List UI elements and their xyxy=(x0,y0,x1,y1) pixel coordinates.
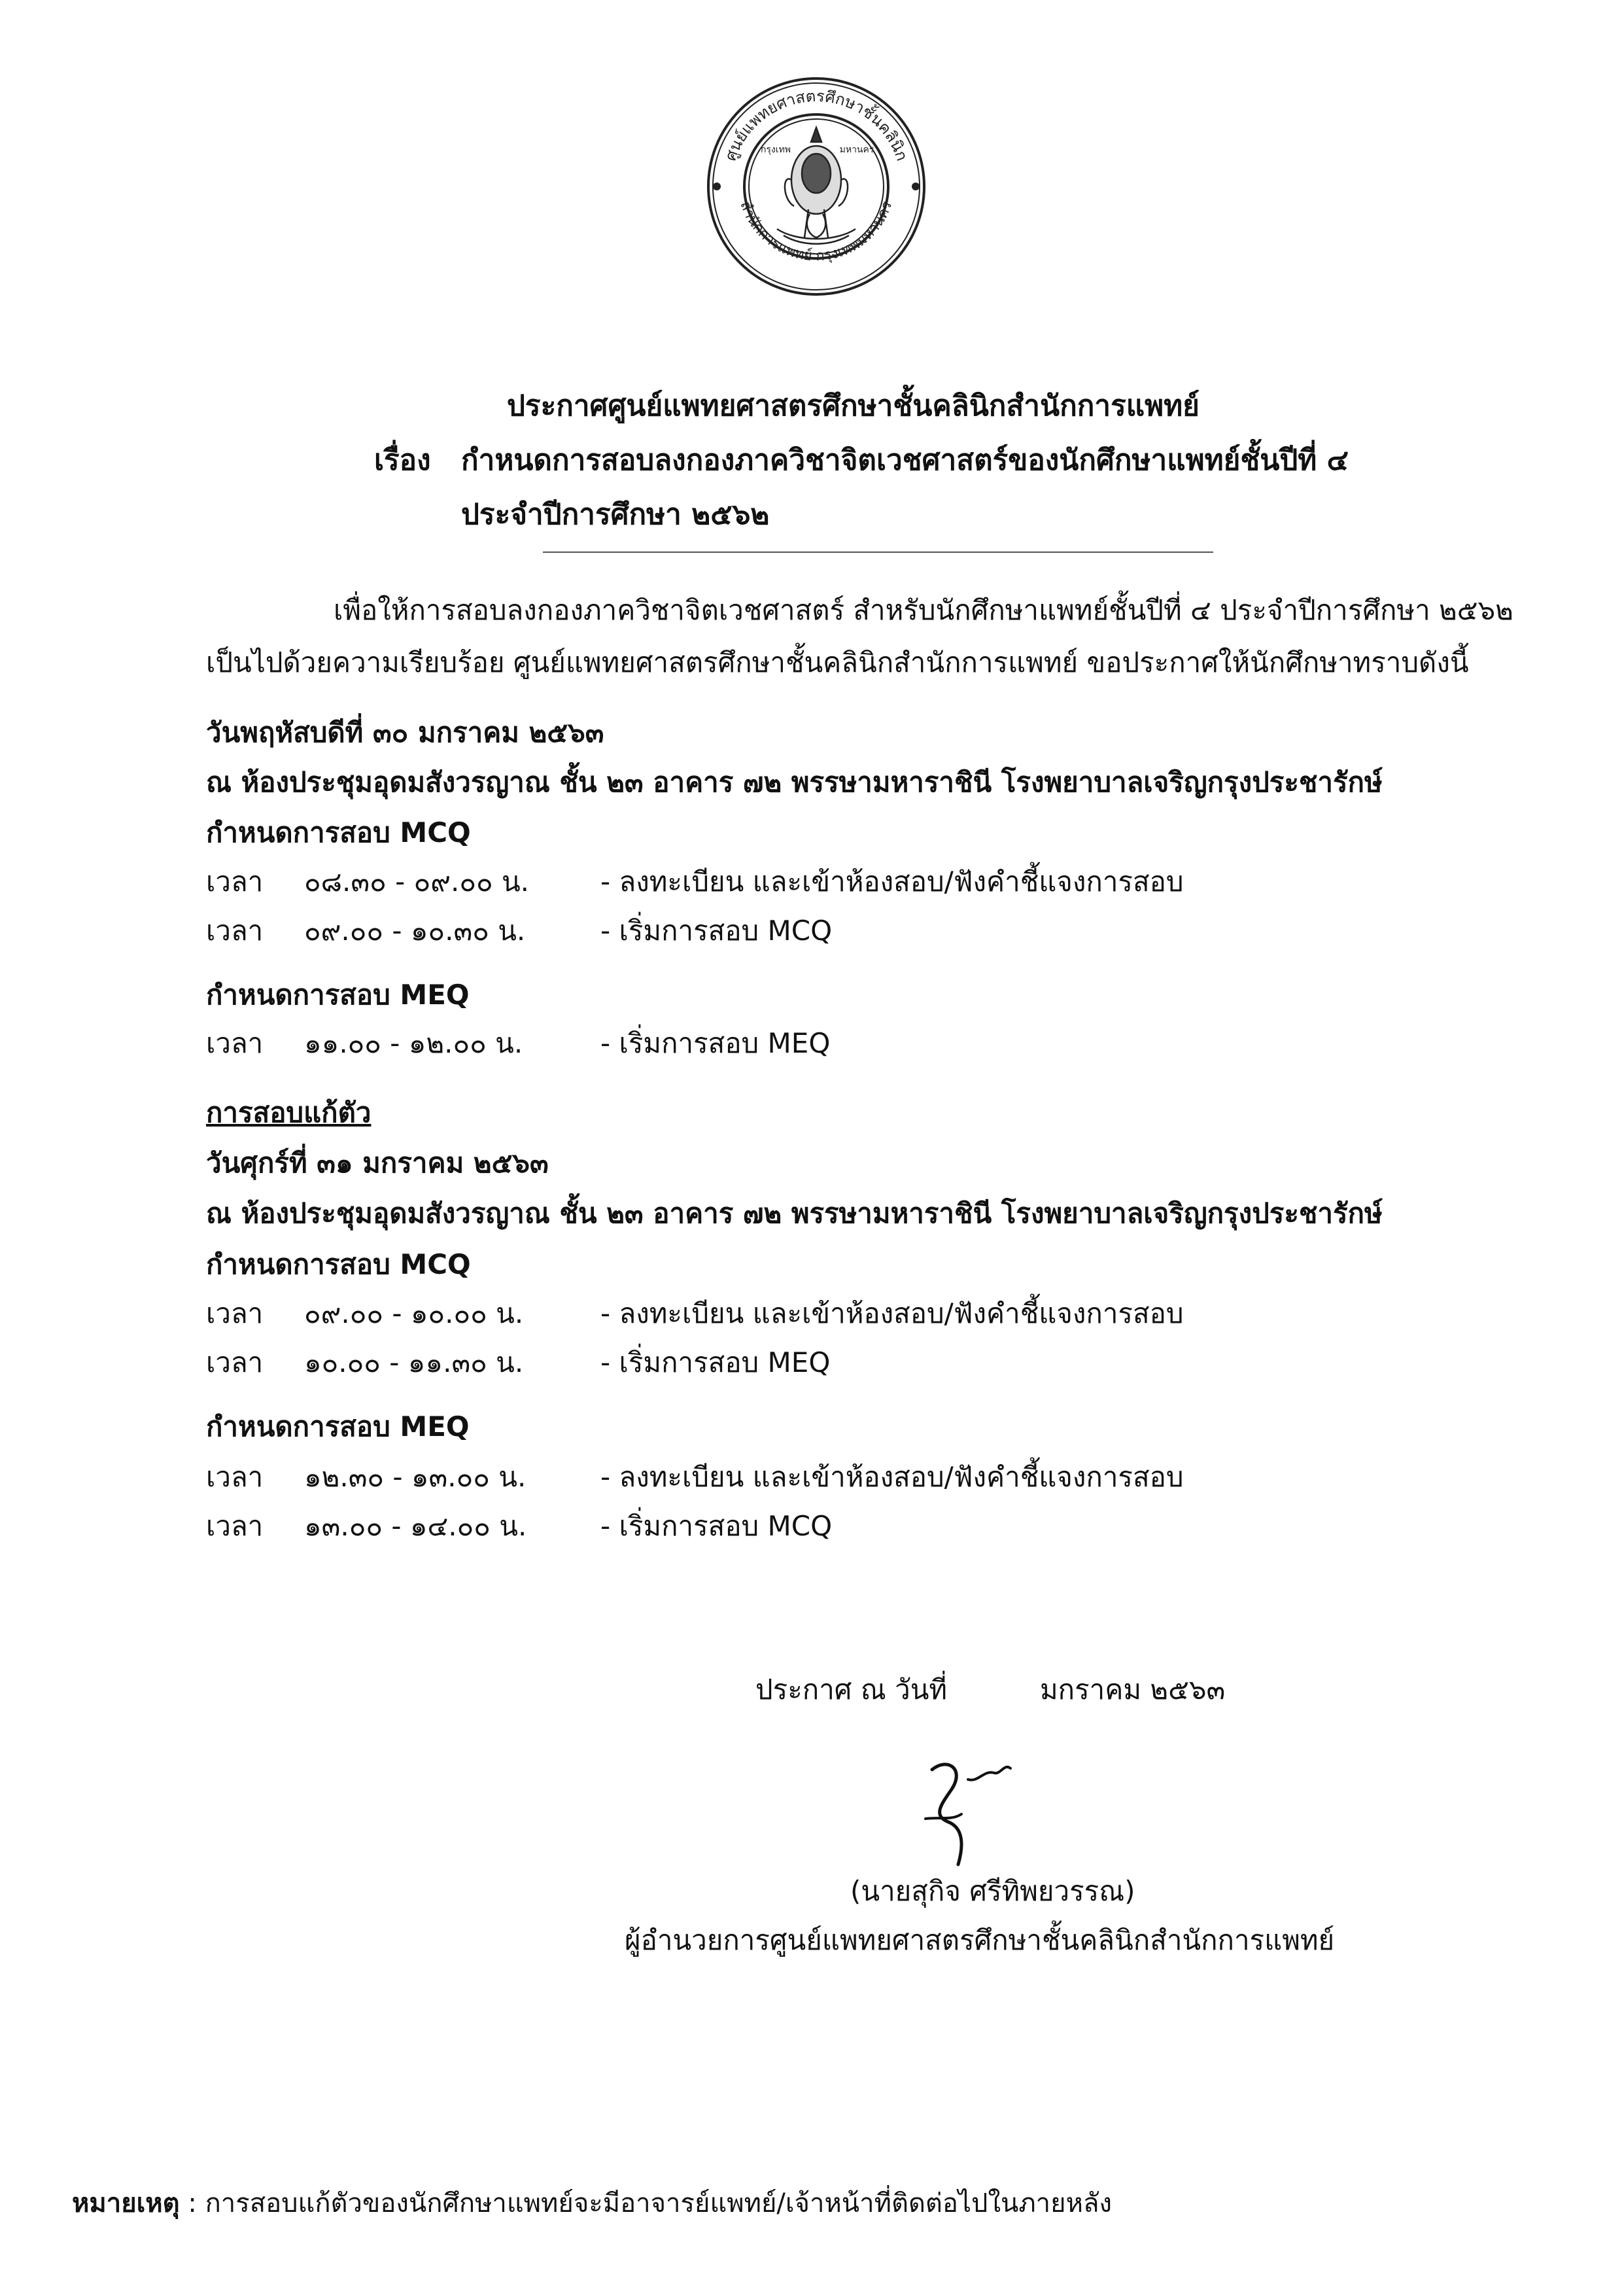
time-range: ๐๘.๓๐ - ๐๙.๐๐ น. xyxy=(304,866,530,898)
footer-note-label: หมายเหตุ xyxy=(72,2188,180,2218)
subject-label: เรื่อง xyxy=(374,444,431,477)
announced-month-year: มกราคม ๒๕๖๓ xyxy=(1040,1673,1226,1706)
official-seal xyxy=(705,75,927,298)
time-range: ๑๓.๐๐ - ๑๔.๐๐ น. xyxy=(304,1510,527,1542)
footer-note xyxy=(72,2182,1112,2224)
session1-date: วันพฤหัสบดีที่ ๓๐ มกราคม ๒๕๖๓ xyxy=(206,716,604,748)
time-label: เวลา xyxy=(206,915,264,947)
retake-mcq-heading: กำหนดการสอบ MCQ xyxy=(206,1248,471,1280)
time-description: - เริ่มการสอบ MCQ xyxy=(600,915,833,947)
time-description: - เริ่มการสอบ MCQ xyxy=(600,1510,833,1542)
session1-mcq-heading: กำหนดการสอบ MCQ xyxy=(206,816,471,849)
subject-line-1: กำหนดการสอบลงกองภาควิชาจิตเวชศาสตร์ของนักศึกษาแพทย์ชั้นปีที่ ๔ xyxy=(461,444,1349,477)
seal-ring-text-top: ศูนย์แพทยศาสตรศึกษาชั้นคลินิก xyxy=(721,86,912,164)
time-range: ๑๑.๐๐ - ๑๒.๐๐ น. xyxy=(304,1027,523,1059)
signer-title: ผู้อำนวยการศูนย์แพทยศาสตรศึกษาชั้นคลินิกสำนักการแพทย์ xyxy=(625,1924,1335,1956)
header-divider xyxy=(543,551,1213,553)
announced-date-label: ประกาศ ณ วันที่ xyxy=(755,1673,948,1706)
seal-ring-text-bottom: สำนักการแพทย์ กรุงเทพมหานคร xyxy=(736,199,896,265)
time-description: - ลงทะเบียน และเข้าห้องสอบ/ฟังคำชี้แจงการสอบ xyxy=(600,1297,1184,1329)
retake-meq-heading: กำหนดการสอบ MEQ xyxy=(206,1410,470,1443)
signer-name: (นายสุกิจ ศรีทิพยวรรณ) xyxy=(850,1875,1135,1907)
time-range: ๑๐.๐๐ - ๑๑.๓๐ น. xyxy=(304,1346,524,1378)
retake-venue: ณ ห้องประชุมอุดมสังวรญาณ ชั้น ๒๓ อาคาร ๗๒ พรรษามหาราชินี โรงพยาบาลเจริญกรุงประชารักษ์ xyxy=(206,1197,1383,1229)
time-label: เวลา xyxy=(206,1510,264,1542)
time-label: เวลา xyxy=(206,866,264,898)
session1-meq-heading: กำหนดการสอบ MEQ xyxy=(206,979,470,1011)
time-description: - เริ่มการสอบ MEQ xyxy=(600,1027,831,1059)
intro-line-1: เพื่อให้การสอบลงกองภาควิชาจิตเวชศาสตร์ สำหรับนักศึกษาแพทย์ชั้นปีที่ ๔ ประจำปีการศึกษา ๒๕๖๒ xyxy=(334,594,1513,626)
time-range: ๑๒.๓๐ - ๑๓.๐๐ น. xyxy=(304,1461,527,1493)
session1-venue: ณ ห้องประชุมอุดมสังวรญาณ ชั้น ๒๓ อาคาร ๗๒ พรรษามหาราชินี โรงพยาบาลเจริญกรุงประชารักษ์ xyxy=(206,766,1383,798)
time-label: เวลา xyxy=(206,1297,264,1329)
time-description: - ลงทะเบียน และเข้าห้องสอบ/ฟังคำชี้แจงการสอบ xyxy=(600,866,1184,898)
subject-line-2: ประจำปีการศึกษา ๒๕๖๒ xyxy=(461,498,770,531)
time-description: - เริ่มการสอบ MEQ xyxy=(600,1346,831,1378)
retake-heading: การสอบแก้ตัว xyxy=(206,1096,371,1129)
intro-line-2: เป็นไปด้วยความเรียบร้อย ศูนย์แพทยศาสตรศึกษาชั้นคลินิกสำนักการแพทย์ ขอประกาศให้นักศึกษาทราบดังนี้ xyxy=(206,646,1469,678)
time-range: ๐๙.๐๐ - ๑๐.๓๐ น. xyxy=(304,915,526,947)
time-label: เวลา xyxy=(206,1027,264,1059)
seal-inner-right-text: มหานคร xyxy=(839,145,874,155)
handwritten-signature xyxy=(886,1743,1037,1874)
time-label: เวลา xyxy=(206,1346,264,1378)
time-description: - ลงทะเบียน และเข้าห้องสอบ/ฟังคำชี้แจงการสอบ xyxy=(600,1461,1184,1493)
time-label: เวลา xyxy=(206,1461,264,1493)
announcement-title: ประกาศศูนย์แพทยศาสตรศึกษาชั้นคลินิกสำนักการแพทย์ xyxy=(507,389,1200,423)
time-range: ๐๙.๐๐ - ๑๐.๐๐ น. xyxy=(304,1297,524,1329)
footer-note-text: : การสอบแก้ตัวของนักศึกษาแพทย์จะมีอาจารย์แพทย์/เจ้าหน้าที่ติดต่อไปในภายหลัง xyxy=(179,2188,1112,2218)
seal-inner-left-text: กรุงเทพ xyxy=(760,145,791,155)
retake-date: วันศุกร์ที่ ๓๑ มกราคม ๒๕๖๓ xyxy=(206,1147,549,1179)
